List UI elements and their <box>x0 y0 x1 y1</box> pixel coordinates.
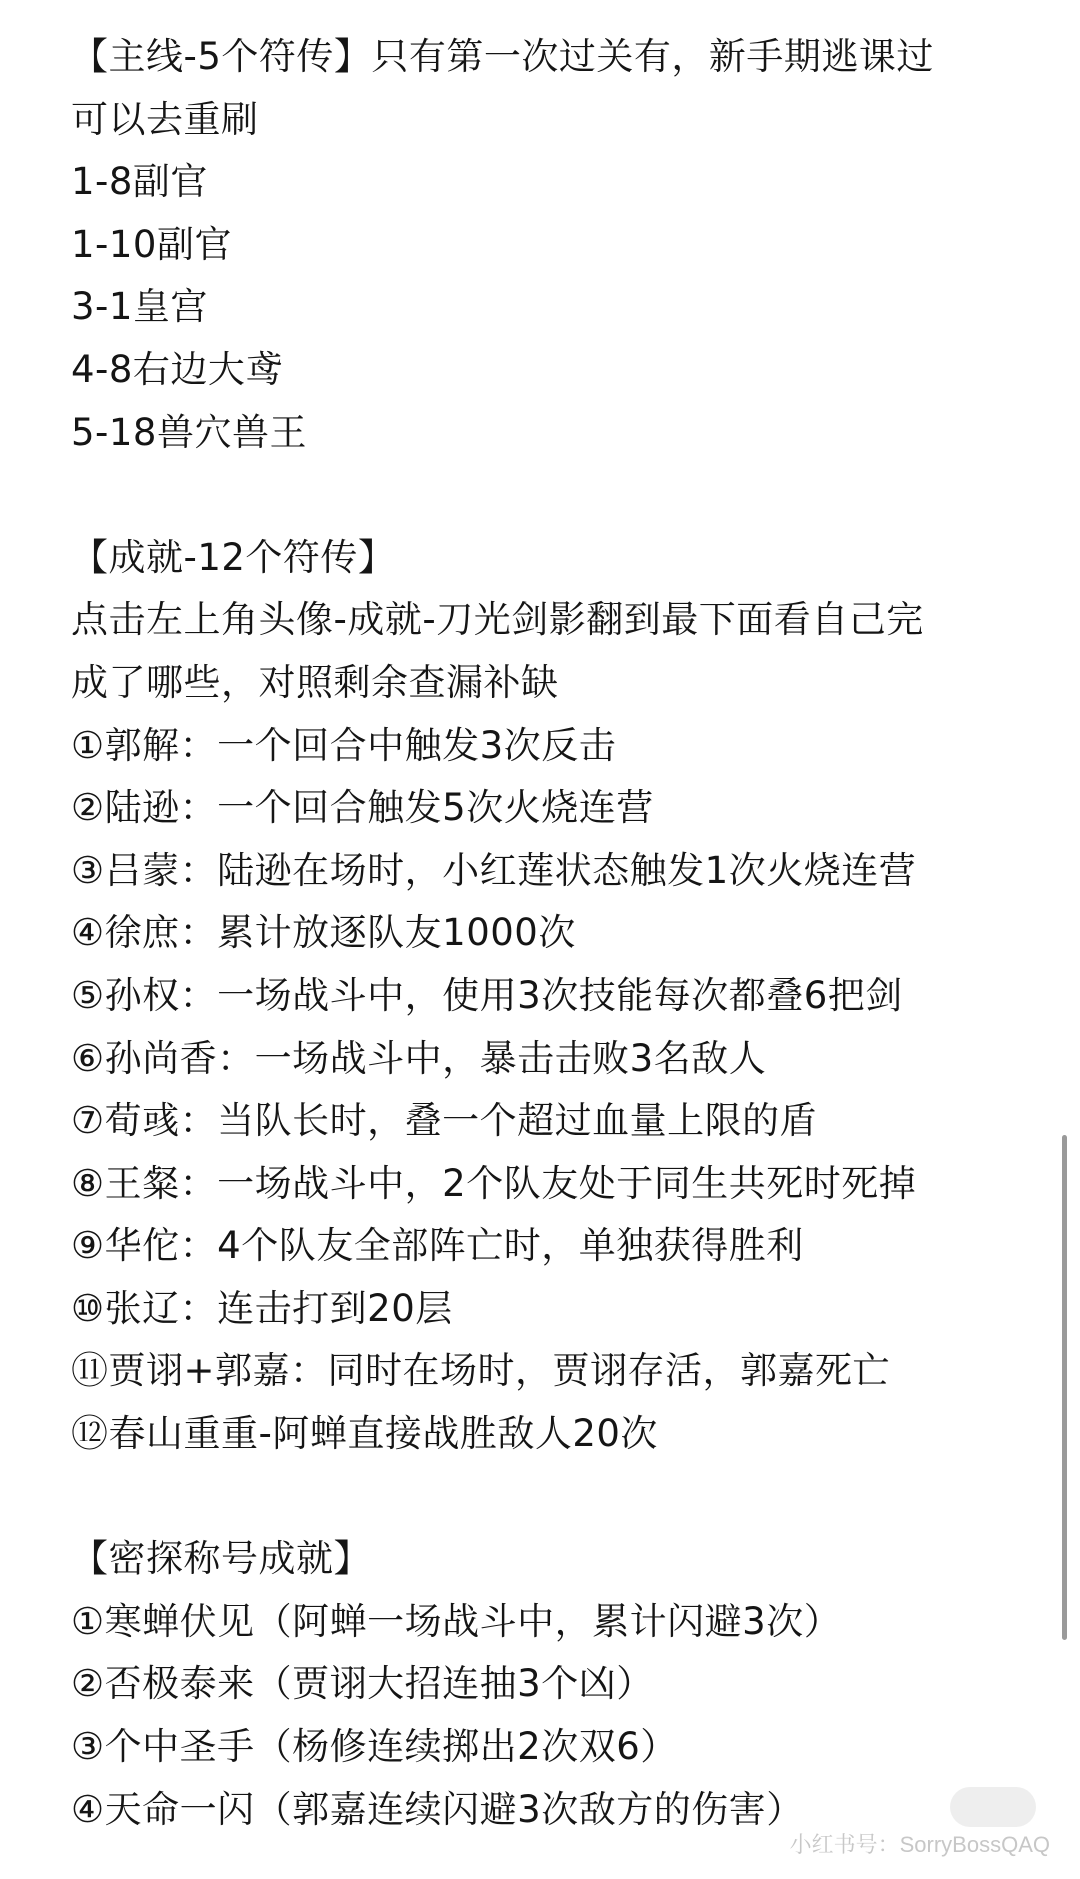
title-item: ②否极泰来（贾诩大招连抽3个凶） <box>71 1662 654 1706</box>
vertical-scrollbar[interactable] <box>1062 1135 1067 1640</box>
stage-item: 4-8右边大鸢 <box>71 347 283 391</box>
achievement-item: ⑥孙尚香：一场战斗中，暴击击败3名敌人 <box>71 1036 767 1080</box>
achievement-item: ④徐庶：累计放逐队友1000次 <box>71 911 576 955</box>
main-story-text: 可以去重刷 <box>71 97 259 141</box>
achievements-instruction: 成了哪些，对照剩余查漏补缺 <box>71 660 559 704</box>
main-story-header: 【主线-5个符传】只有第一次过关有，新手期逃课过 <box>71 35 934 78</box>
section-spacer <box>71 464 1011 527</box>
achievement-item: ①郭解：一个回合中触发3次反击 <box>71 723 617 767</box>
title-item: ①寒蝉伏见（阿蝉一场战斗中，累计闪避3次） <box>71 1599 842 1643</box>
stage-item: 5-18兽穴兽王 <box>71 410 307 454</box>
note-body <box>71 26 1011 1841</box>
title-item: ③个中圣手（杨修连续掷出2次双6） <box>71 1725 678 1769</box>
achievement-item: ⑤孙权：一场战斗中，使用3次技能每次都叠6把剑 <box>71 973 903 1017</box>
detective-header: 【密探称号成就】 <box>71 1537 371 1581</box>
stage-item: 3-1皇宫 <box>71 285 208 329</box>
achievement-item: ⑫春山重重-阿蝉直接战胜敌人20次 <box>71 1412 658 1456</box>
achievement-item: ⑨华佗：4个队友全部阵亡时，单独获得胜利 <box>71 1224 804 1268</box>
achievement-item: ②陆逊：一个回合触发5次火烧连营 <box>71 786 654 830</box>
achievement-item: ⑧王粲：一场战斗中，2个队友处于同生共死时死掉 <box>71 1161 917 1205</box>
achievement-item: ⑩张辽：连击打到20层 <box>71 1286 453 1330</box>
stage-item: 1-10副官 <box>71 222 232 266</box>
watermark-text: 小红书号：SorryBossQAQ <box>789 1832 1050 1857</box>
stage-item: 1-8副官 <box>71 160 208 204</box>
watermark-logo <box>950 1787 1036 1827</box>
achievements-header: 【成就-12个符传】 <box>71 535 396 579</box>
achievement-item: ⑪贾诩+郭嘉：同时在场时，贾诩存活，郭嘉死亡 <box>71 1349 891 1393</box>
achievement-item: ③吕蒙：陆逊在场时，小红莲状态触发1次火烧连营 <box>71 848 917 892</box>
section-detective-titles <box>71 1528 1011 1841</box>
title-item: ④天命一闪（郭嘉连续闪避3次敌方的伤害） <box>71 1787 804 1831</box>
achievement-item: ⑦荀彧：当队长时，叠一个超过血量上限的盾 <box>71 1099 818 1143</box>
section-spacer <box>71 1466 1011 1529</box>
section-achievements <box>71 527 1011 1466</box>
section-main-story <box>71 26 1011 464</box>
achievements-instruction: 点击左上角头像-成就-刀光剑影翻到最下面看自己完 <box>71 598 924 642</box>
